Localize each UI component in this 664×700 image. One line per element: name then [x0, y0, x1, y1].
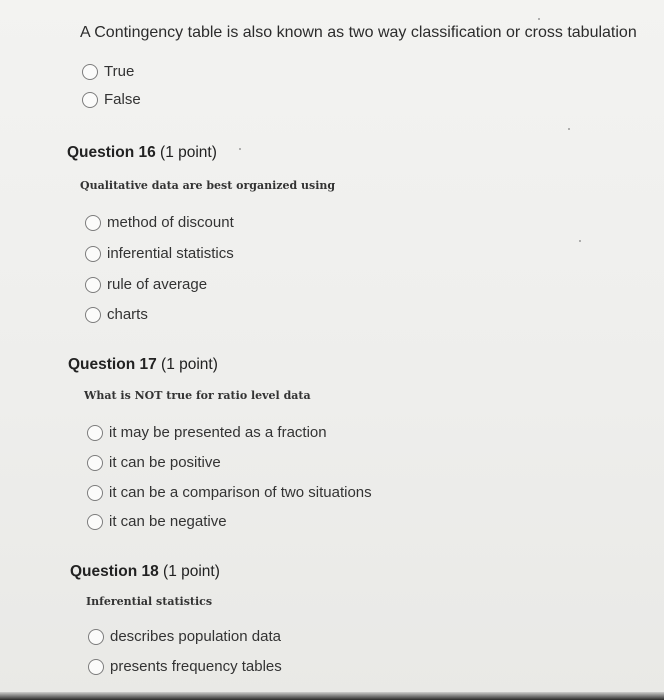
option-label: it may be presented as a fraction: [109, 424, 327, 441]
question-16-prompt: Qualitative data are best organized using: [80, 179, 336, 192]
q18-option-2[interactable]: [88, 658, 282, 675]
question-points: (1 point): [163, 563, 220, 580]
question-16-title: [67, 144, 217, 162]
screen-speck: [538, 18, 540, 20]
monitor-bezel-edge: [0, 692, 664, 700]
question-points: (1 point): [161, 356, 218, 373]
radio-button[interactable]: [87, 455, 103, 471]
question-15-text: A Contingency table is also known as two way classification or cross tabulation: [80, 24, 637, 41]
question-number: Question 17: [68, 356, 157, 373]
option-label: charts: [107, 306, 148, 323]
radio-button[interactable]: [85, 246, 101, 262]
radio-button[interactable]: [87, 514, 103, 530]
question-18-prompt: Inferential statistics: [86, 595, 213, 608]
radio-button[interactable]: [88, 659, 104, 675]
radio-button[interactable]: [85, 307, 101, 323]
option-label: method of discount: [107, 214, 234, 231]
q16-option-4[interactable]: [85, 306, 148, 323]
option-label: presents frequency tables: [110, 658, 282, 675]
option-label: describes population data: [110, 628, 281, 645]
radio-button[interactable]: [88, 629, 104, 645]
q15-option-false[interactable]: [82, 91, 141, 108]
q17-option-3[interactable]: [87, 484, 372, 501]
screen-speck: [568, 128, 570, 130]
radio-button[interactable]: [87, 485, 103, 501]
q15-option-true[interactable]: [82, 63, 134, 80]
question-17-title: [68, 356, 218, 374]
q16-option-3[interactable]: [85, 276, 207, 293]
question-points: (1 point): [160, 144, 217, 161]
radio-button[interactable]: [87, 425, 103, 441]
q17-option-1[interactable]: [87, 424, 327, 441]
radio-button[interactable]: [82, 92, 98, 108]
question-number: Question 16: [67, 144, 156, 161]
radio-button[interactable]: [85, 215, 101, 231]
option-label: rule of average: [107, 276, 208, 293]
question-18-title: [70, 563, 220, 581]
radio-button[interactable]: [82, 64, 98, 80]
option-label: it can be a comparison of two situations: [109, 484, 372, 501]
option-label: False: [104, 91, 141, 108]
question-number: Question 18: [70, 563, 159, 580]
q17-option-4[interactable]: [87, 513, 227, 530]
q18-option-1[interactable]: [88, 628, 281, 645]
screen-speck: [579, 240, 581, 242]
option-label: True: [104, 63, 135, 80]
screen-speck: [239, 148, 241, 150]
option-label: it can be negative: [109, 513, 227, 530]
q16-option-1[interactable]: [85, 214, 234, 231]
radio-button[interactable]: [85, 277, 101, 293]
q17-option-2[interactable]: [87, 454, 221, 471]
q16-option-2[interactable]: [85, 245, 234, 262]
question-17-prompt: What is NOT true for ratio level data: [84, 389, 311, 402]
option-label: it can be positive: [109, 454, 221, 471]
option-label: inferential statistics: [107, 245, 234, 262]
